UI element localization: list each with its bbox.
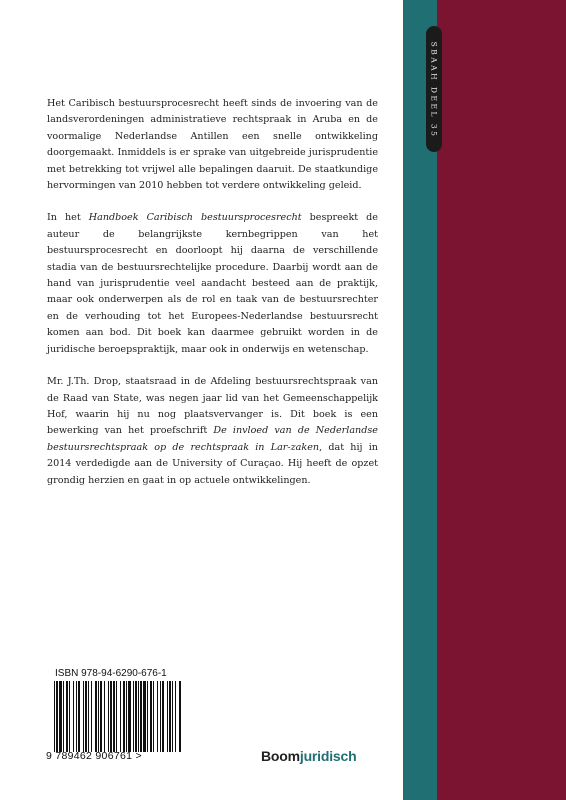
- barcode-bar: [88, 681, 89, 752]
- barcode-bar: [63, 681, 64, 752]
- barcode-bar: [116, 681, 117, 752]
- blurb-paragraph-1: [47, 96, 378, 194]
- barcode-bar: [83, 681, 84, 752]
- barcode-bar: [140, 681, 142, 752]
- barcode-bar: [147, 681, 148, 752]
- publisher-logo: [261, 748, 356, 764]
- barcode-bar: [160, 681, 161, 752]
- barcode-bar: [162, 681, 164, 752]
- barcode-bar: [150, 681, 152, 752]
- barcode-bar: [123, 681, 125, 752]
- barcode-bar: [69, 681, 70, 752]
- barcode-bar: [167, 681, 168, 752]
- barcode-bar: [66, 681, 68, 752]
- barcode-bar: [120, 681, 121, 752]
- barcode-bar: [91, 681, 92, 752]
- barcode-bar: [179, 681, 181, 752]
- barcode-graphic: [52, 681, 184, 752]
- barcode-bar: [126, 681, 127, 752]
- barcode-bar: [138, 681, 139, 752]
- barcode-bar: [100, 681, 102, 752]
- blurb-p2-rest: bespreekt de auteur de belangrijkste kernbegrippen van het bestuursprocesrecht en doorloopt hij daarna de verschillende stadia van de bestuursrechtelijke procedure. Daarbij wordt aan de hand van jurisprudentie veel aandacht besteed aan de praktijk, maar ook onderwerpen als de rol en taak van de bestuursrechter en de verhouding tot het Europees-Nederlandse bestuursrecht komen aan bod. Dit boek kan daarmee gebruikt worden in de juridische beroepspraktijk, maar ook in onderwijs en wetenschap.: [47, 212, 378, 355]
- barcode-bar: [98, 681, 99, 752]
- barcode-bar: [143, 681, 146, 752]
- book-title: Handboek Caribisch bestuursprocesrecht: [88, 212, 302, 224]
- publisher-logo-part1: Boom: [261, 748, 300, 764]
- isbn-label: ISBN 978-94-6290-676-1: [55, 668, 167, 679]
- publisher-logo-part2: juridisch: [299, 748, 357, 764]
- series-label: SBAAH DEEL 35: [429, 41, 439, 139]
- barcode-bar: [76, 681, 77, 752]
- barcode-bar: [110, 681, 112, 752]
- blurb-p3-lead: Mr. J.Th. Drop, staatsraad in de Afdeling bestuursrechtspraak van de Raad van State, was negen jaar lid van het Gemeenschappelijk Hof, waarin hij nu nog plaatsvervanger is. Dit boek is een bewerking van het proefschrift: [47, 376, 378, 437]
- blurb-p3-rest: , dat hij in 2014 verdedigde aan de University of Curaçao. Hij heeft de opzet grondig herzien en gaat in op actuele ontwikkelingen.: [47, 441, 378, 486]
- thesis-title: De invloed van de Nederlandse bestuursrechtspraak op de rechtspraak in Lar-zaken: [47, 425, 378, 453]
- barcode-bar: [59, 681, 62, 752]
- barcode-bar: [73, 681, 74, 752]
- barcode-digits: 9 789462 906761 >: [46, 750, 142, 762]
- blurb-text: [47, 96, 378, 505]
- barcode-bar: [133, 681, 134, 752]
- barcode-bar: [56, 681, 58, 752]
- barcode-bar: [95, 681, 97, 752]
- barcode-bar: [157, 681, 158, 752]
- barcode-bar: [153, 681, 154, 752]
- barcode-bar: [135, 681, 137, 752]
- blurb-paragraph-2: [47, 210, 378, 358]
- spine-maroon-band: [437, 0, 566, 800]
- blurb-p1-text: Het Caribisch bestuursprocesrecht heeft sinds de invoering van de landsverordeningen administratieve rechtspraak in Aruba en de voormalige Nederlandse Antillen een snelle ontwikkeling doorgemaakt. Inmiddels is er sprake van uitgebreide jurisprudentie met betrekking tot vrijwel alle bepalingen daaruit. De staatkundige hervormingen van 2010 hebben tot verdere ontwikkeling geleid.: [47, 98, 378, 192]
- barcode-bar: [172, 681, 173, 752]
- barcode-bar: [128, 681, 131, 752]
- barcode-bar: [85, 681, 87, 752]
- barcode-bar: [175, 681, 176, 752]
- barcode-bar: [54, 681, 55, 752]
- barcode-bar: [108, 681, 109, 752]
- blurb-p2-lead: In het: [47, 212, 89, 224]
- blurb-paragraph-3: [47, 374, 378, 489]
- barcode-bar: [104, 681, 105, 752]
- barcode-bar: [78, 681, 80, 752]
- barcode-bar: [113, 681, 115, 752]
- barcode-bar: [169, 681, 171, 752]
